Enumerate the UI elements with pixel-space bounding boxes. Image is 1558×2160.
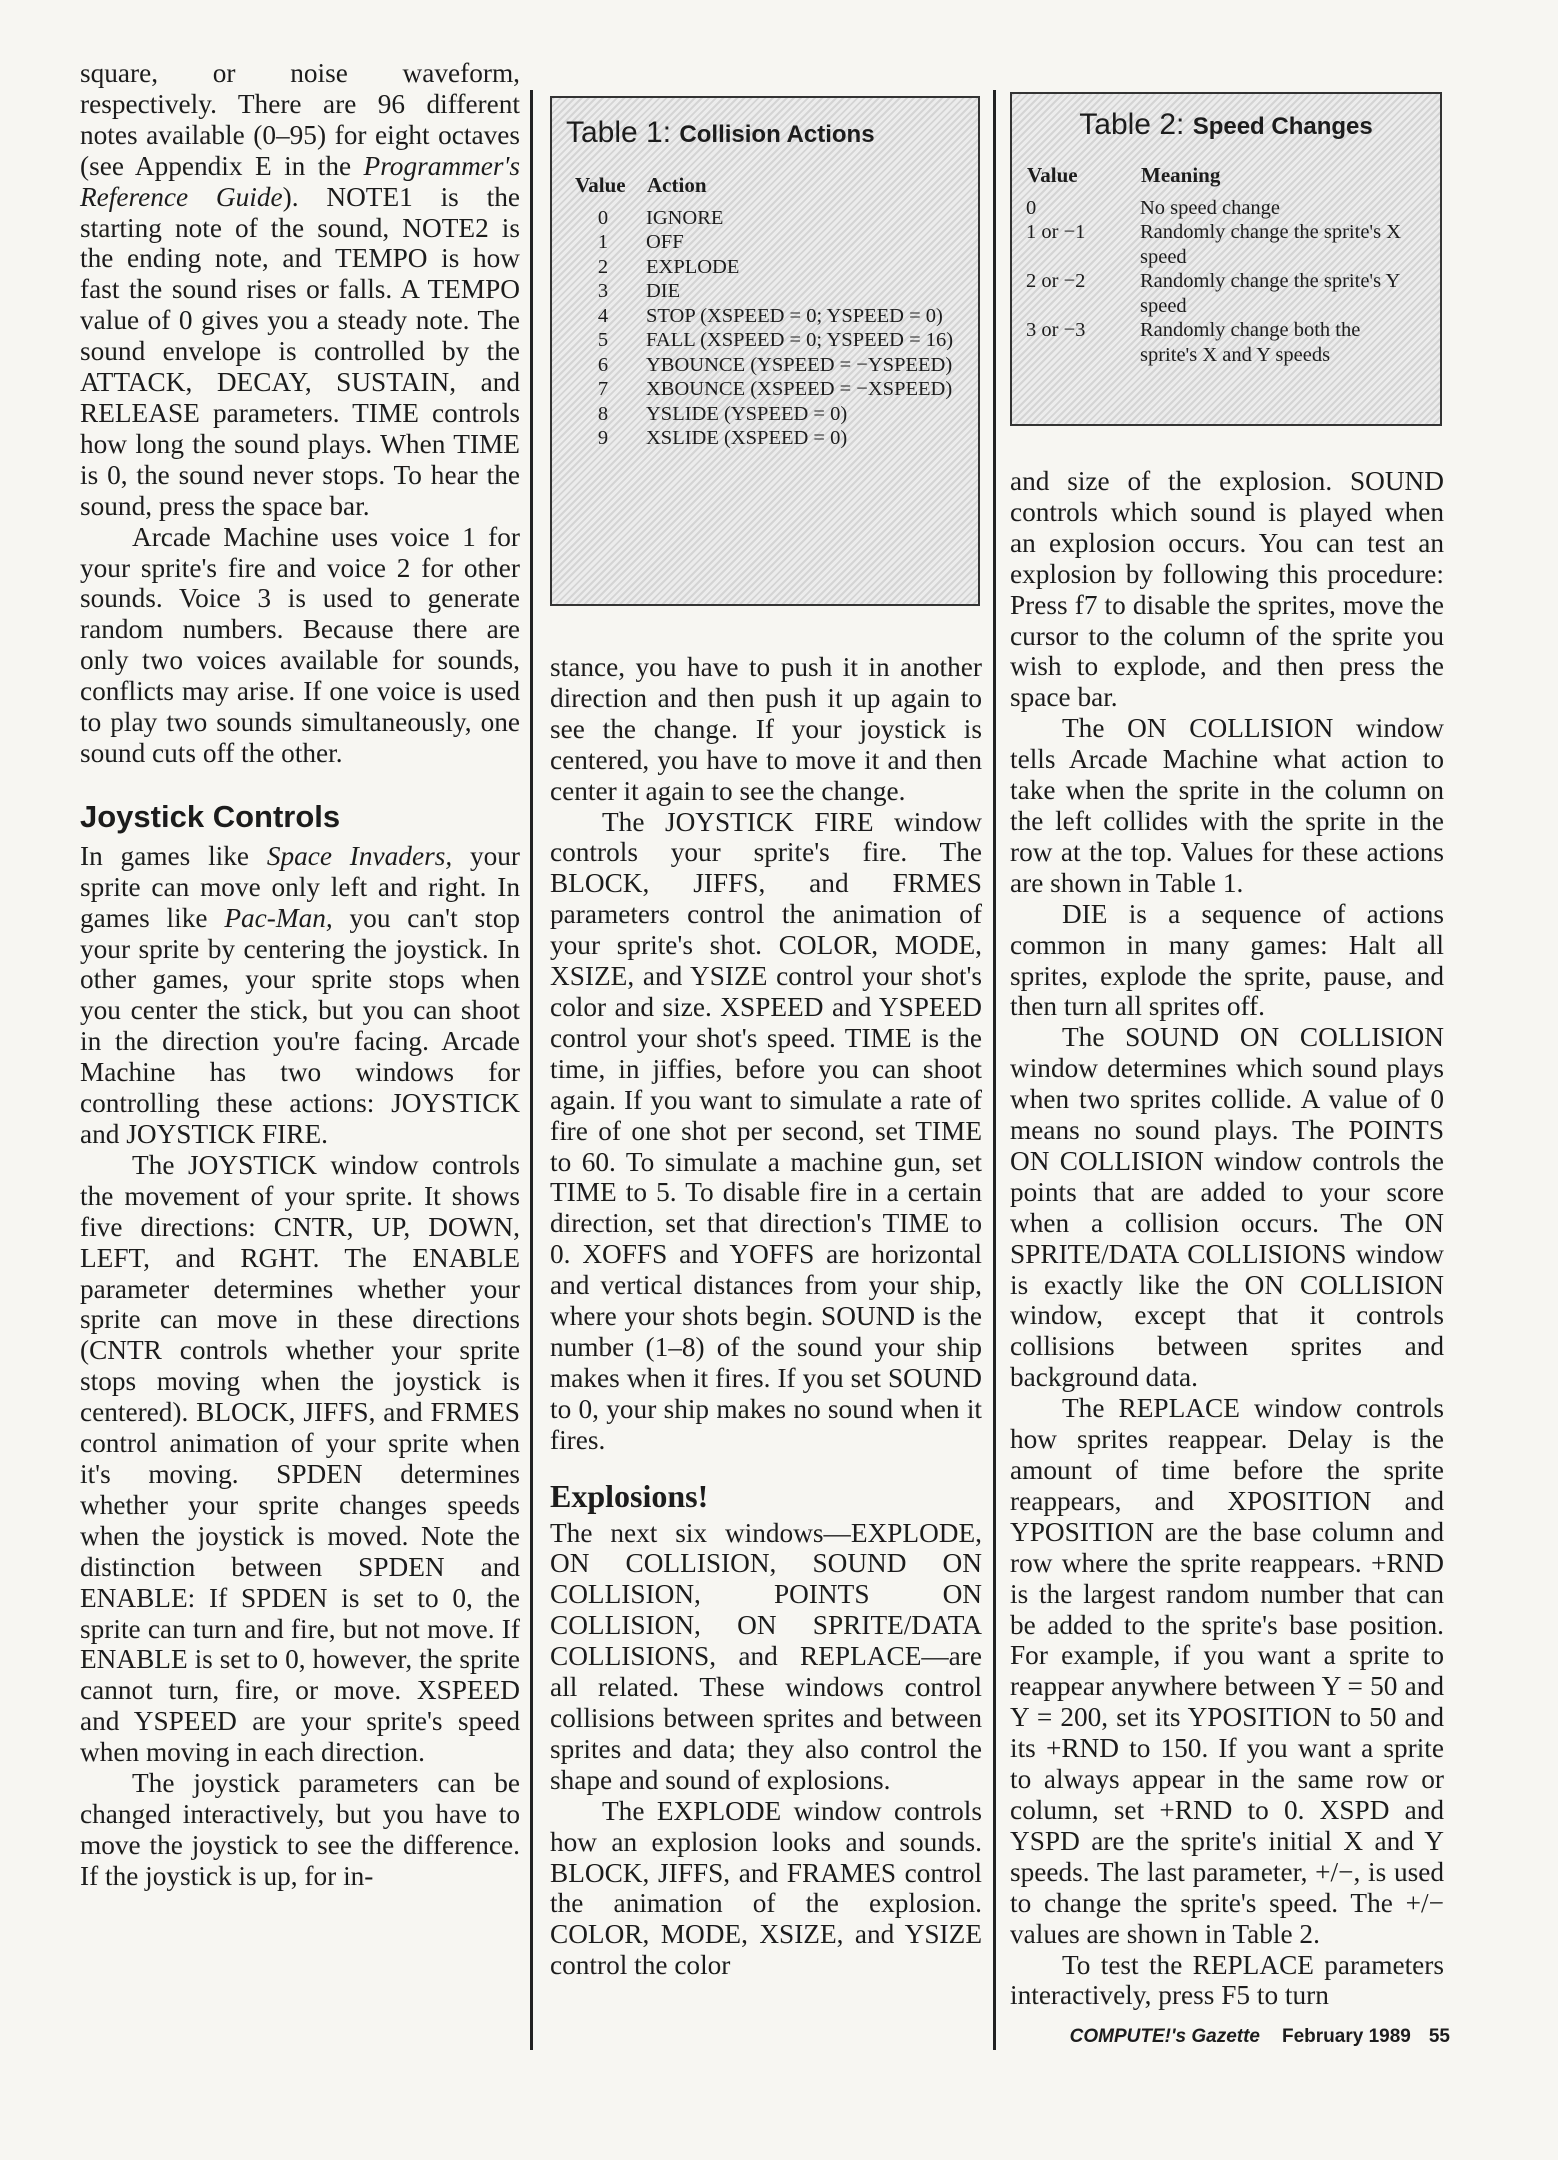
table-row: 0 No speed change	[1026, 196, 1281, 219]
paragraph: Arcade Machine uses voice 1 for your sprite's fire and voice 2 for other sounds. Voice 3 is used to generate random numbers. Because there are only two voices available for sounds, conflicts may arise. If one voice is used to play two sounds simultaneously, one sound cuts off the other.	[80, 521, 520, 768]
paragraph: The EXPLODE window controls how an explosion looks and sounds. BLOCK, JIFFS, and FRAMES control the animation of the explosion. COLOR, MODE, XSIZE, and YSIZE control the color	[550, 1795, 982, 1981]
paragraph: The next six windows—EXPLODE, ON COLLISION, SOUND ON COLLISION, POINTS ON COLLISION, ON SPRITE/DATA COLLISIONS, and REPLACE—are all related. These windows control collisions between sprites and between sprites and data; they also control the shape and sound of explosions.	[550, 1517, 982, 1795]
paragraph: The SOUND ON COLLISION window determines which sound plays when two sprites collide. A value of 0 means no sound plays. The POINTS ON COLLISION window controls the points that are added to your score when a collision occurs. The ON SPRITE/DATA COLLISIONS window is exactly like the ON COLLISION window, except that it controls collisions between sprites and background data.	[1010, 1022, 1444, 1393]
table-2-speed-changes	[1010, 92, 1442, 426]
table-title: Table 1: Collision Actions	[566, 116, 875, 149]
table-row: 7 XBOUNCE (XSPEED = −XSPEED)	[597, 378, 953, 400]
paragraph: The JOYSTICK FIRE window controls your sprite's fire. The BLOCK, JIFFS, and FRMES parameters control the animation of your sprite's shot. COLOR, MODE, XSIZE, and YSIZE control your shot's color and size. XSPEED and YSPEED control your shot's speed. TIME is the time, in jiffies, before you can shoot again. If you want to simulate a rate of fire of one shot per second, set TIME to 60. To simulate a machine gun, set TIME to 5. To disable fire in a certain direction, set that direction's TIME to 0. XOFFS and YOFFS are horizontal and vertical distances from your ship, where your shots begin. SOUND is the number (1–8) of the sound your ship makes when it fires. If you set SOUND to 0, your ship makes no sound when it fires.	[550, 806, 982, 1455]
column-header: Action	[647, 173, 707, 197]
table-row: 3 DIE	[597, 280, 681, 302]
paragraph: and size of the explosion. SOUND controls which sound is played when an explosion occurs. You can test an explosion by following this procedure: Press f7 to disable the sprites, move the cursor to the column of the sprite you wish to explode, and then press the space bar.	[1010, 466, 1444, 713]
paragraph: The REPLACE window controls how sprites reappear. Delay is the amount of time before the sprite reappears, and XPOSITION and YPOSITION are the base column and row where the sprite reappears. +RND is the largest random number that can be added to the sprite's base position. For example, if you want a sprite to reappear anywhere between Y = 50 and Y = 200, set its YPOSITION to 50 and its +RND to 150. If you want a sprite to always appear in the same row or column, set +RND to 0. XSPD and YSPD are the sprite's initial X and Y speeds. The last parameter, +/−, is used to change the sprite's speed. The +/− values are shown in Table 2.	[1010, 1393, 1444, 1949]
table	[1026, 162, 1416, 367]
column-rule-right	[993, 90, 996, 2050]
table-row: 1 or −1 Randomly change the sprite's X speed	[1026, 221, 1402, 268]
table-row: 2 or −2 Randomly change the sprite's Y speed	[1026, 270, 1400, 317]
column-3	[1010, 466, 1444, 2011]
table-1-collision-actions	[550, 96, 980, 606]
paragraph: stance, you have to push it in another direction and then push it up again to see the change. If your joystick is centered, you have to move it and then center it again to see the change.	[550, 652, 982, 806]
game-title: Space Invaders,	[266, 840, 453, 871]
magazine-name: COMPUTE!'s Gazette	[1069, 2026, 1260, 2047]
paragraph: square, or noise waveform, respectively. There are 96 different notes available (0–95) for eight octaves (see Appendix E in the Programmer's Reference Guide). NOTE1 is the starting note of the sound, NOTE2 is the ending note, and TEMPO is how fast the sound rises or falls. A TEMPO value of 0 gives you a steady note. The sound envelope is controlled by the ATTACK, DECAY, SUSTAIN, and RELEASE parameters. TIME controls how long the sound plays. When TIME is 0, the sound never stops. To hear the sound, press the space bar.	[80, 58, 520, 521]
game-title: Pac-Man,	[224, 902, 333, 933]
book-title: Programmer's Reference Guide	[80, 150, 520, 212]
column-1	[80, 58, 520, 1892]
section-heading-explosions: Explosions!	[550, 1477, 709, 1514]
column-header: Value	[575, 173, 626, 197]
paragraph: The ON COLLISION window tells Arcade Machine what action to take when the sprite in the column on the left collides with the sprite in the row at the top. Values for these actions are shown in Table 1.	[1010, 713, 1444, 898]
table-row: 1 OFF	[597, 231, 684, 253]
table-row: 2 EXPLODE	[597, 255, 740, 278]
paragraph: The joystick parameters can be changed interactively, but you have to move the joystick to see the difference. If the joystick is up, for in-	[80, 1768, 520, 1891]
table-row: 6 YBOUNCE (YSPEED = −YSPEED)	[597, 353, 953, 376]
table-row: 4 STOP (XSPEED = 0; YSPEED = 0)	[597, 304, 943, 327]
column-header: Meaning	[1141, 163, 1221, 187]
page-footer	[1070, 2026, 1450, 2048]
paragraph: In games like Space Invaders, your sprite can move only left and right. In games like Pac-Man, you can't stop your sprite by centering the joystick. In other games, your sprite stops when you center the stick, but you can shoot in the direction you're facing. Arcade Machine has two windows for controlling these actions: JOYSTICK and JOYSTICK FIRE.	[80, 840, 520, 1149]
paragraph: To test the REPLACE parameters interactively, press F5 to turn	[1010, 1949, 1444, 2011]
table-row: 9 XSLIDE (XSPEED = 0)	[597, 427, 848, 449]
column-rule-left	[530, 90, 533, 2050]
section-heading-joystick-controls: Joystick Controls	[80, 798, 341, 834]
table-title: Table 2: Speed Changes	[1079, 108, 1373, 141]
paragraph: DIE is a sequence of actions common in many games: Halt all sprites, explode the sprite, pause, and then turn all sprites off.	[1010, 898, 1444, 1022]
issue-date: February 1989	[1282, 2026, 1411, 2047]
table	[574, 172, 954, 451]
table-row: 0 IGNORE	[597, 206, 724, 229]
paragraph: The JOYSTICK window controls the movement of your sprite. It shows five directions: CNTR, UP, DOWN, LEFT, and RGHT. The ENABLE parameter determines whether your sprite can move in these directions (CNTR controls whether your sprite stops moving when the joystick is centered). BLOCK, JIFFS, and FRMES control animation of your sprite when it's moving. SPDEN determines whether your sprite changes speeds when the joystick is moved. Note the distinction between SPDEN and ENABLE: If SPDEN is set to 0, the sprite can turn and fire, but not move. If ENABLE is set to 0, however, the sprite cannot turn, fire, or move. XSPEED and YSPEED are your sprite's speed when moving in each direction.	[80, 1149, 520, 1768]
column-header: Value	[1027, 163, 1078, 187]
page-number: 55	[1428, 2026, 1450, 2047]
column-2	[550, 652, 982, 1981]
table-row: 3 or −3 Randomly change both the sprite's X and Y speeds	[1026, 319, 1361, 366]
table-row: 5 FALL (XSPEED = 0; YSPEED = 16)	[597, 329, 954, 351]
table-row: 8 YSLIDE (YSPEED = 0)	[597, 402, 848, 425]
